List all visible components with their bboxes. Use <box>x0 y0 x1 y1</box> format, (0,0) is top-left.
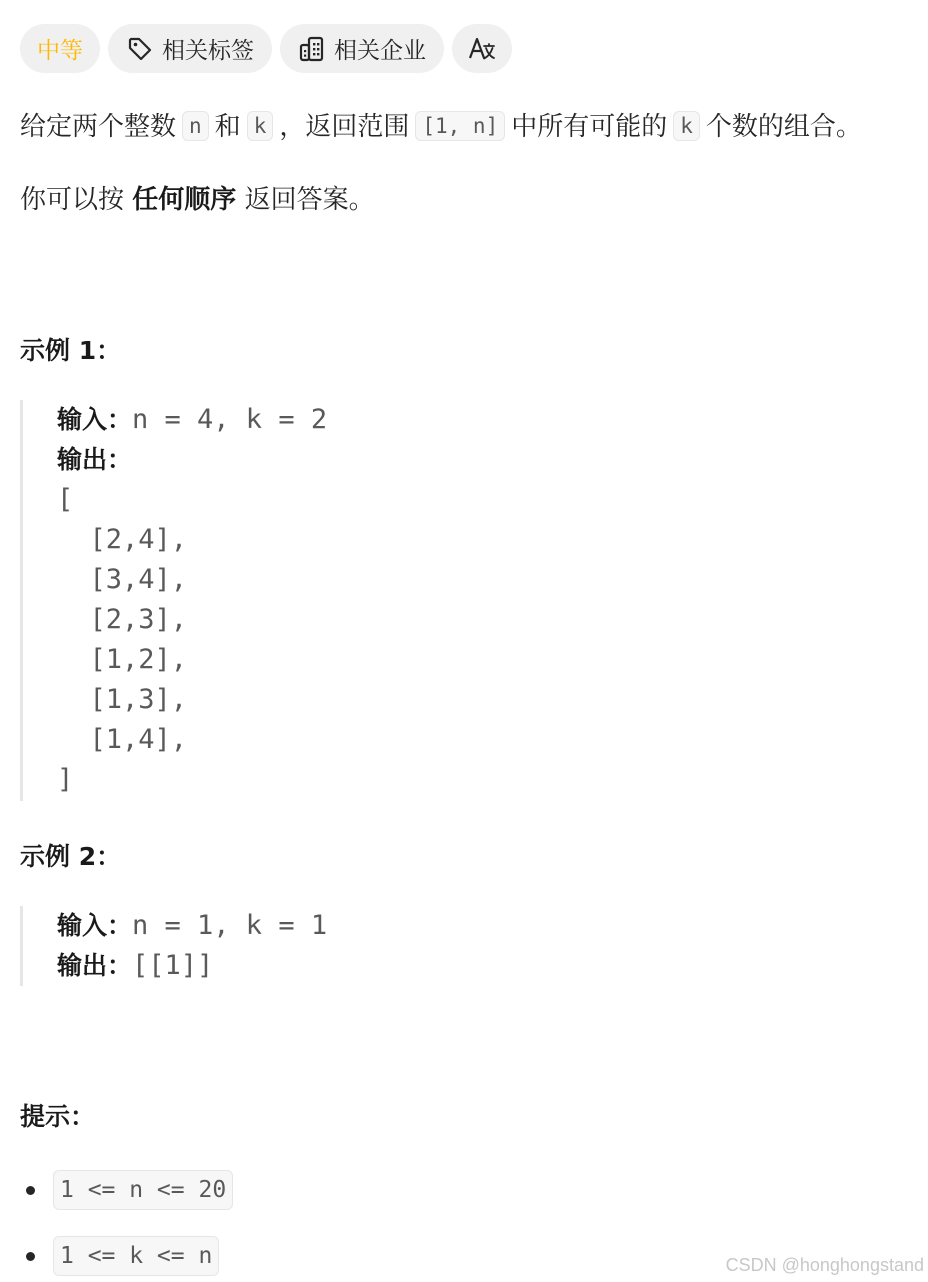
output-code-line: [ <box>57 484 74 515</box>
output-value: [[1]] <box>132 950 214 981</box>
output-code-line: [1,4], <box>57 724 188 755</box>
input-label: 输入： <box>57 405 133 434</box>
output-label: 输出： <box>57 951 133 980</box>
output-code-line: [2,4], <box>57 524 188 555</box>
related-topics-label: 相关标签 <box>162 38 254 64</box>
related-topics-button[interactable] <box>108 24 272 73</box>
inline-code-k: k <box>247 111 274 141</box>
example-1-output-line <box>57 440 327 480</box>
input-value: n = 1, k = 1 <box>132 910 328 941</box>
related-companies-button[interactable] <box>280 24 444 73</box>
watermark: CSDN @honghongstand <box>725 1255 924 1275</box>
output-label: 输出： <box>57 445 133 474</box>
desc-text: 返回答案。 <box>244 185 375 215</box>
example-1-heading: 示例 1： <box>20 336 122 365</box>
desc-text: 和 <box>214 112 241 142</box>
difficulty-label: 中等 <box>37 38 83 64</box>
output-code-line: [1,2], <box>57 644 188 675</box>
desc-text: 中所有可能的 <box>511 112 668 142</box>
difficulty-badge[interactable] <box>20 24 100 73</box>
inline-code-k: k <box>673 111 700 141</box>
problem-description <box>20 24 918 1282</box>
constraint-item <box>20 1169 233 1211</box>
translate-icon <box>468 36 496 62</box>
constraint-code: 1 <= k <= n <box>53 1236 219 1276</box>
desc-text: ，返回范围 <box>279 112 410 142</box>
bullet-icon <box>26 1186 35 1195</box>
emphasis-text: 任何顺序 <box>132 185 237 215</box>
constraints-heading: 提示： <box>20 1102 96 1131</box>
inline-code-n: n <box>182 111 209 141</box>
output-code-line: [1,3], <box>57 684 188 715</box>
translate-button[interactable] <box>452 24 512 73</box>
constraint-code: 1 <= n <= 20 <box>53 1170 233 1210</box>
tags-row <box>20 24 918 73</box>
example-2-output-line <box>57 946 327 986</box>
input-label: 输入： <box>57 911 133 940</box>
building-icon <box>298 35 326 63</box>
description-paragraph-2 <box>20 180 375 220</box>
example-2-heading: 示例 2： <box>20 842 122 871</box>
example-2-input-line <box>57 906 327 946</box>
output-code-line: ] <box>57 764 74 795</box>
input-value: n = 4, k = 2 <box>132 404 328 435</box>
output-code-line: [3,4], <box>57 564 188 595</box>
example-1-input-line <box>57 400 327 440</box>
desc-text: 个数的组合。 <box>705 112 862 142</box>
example-1-block <box>20 400 327 801</box>
inline-code-range: [1, n] <box>415 111 505 141</box>
bullet-icon <box>26 1252 35 1261</box>
constraint-item <box>20 1235 219 1277</box>
tag-icon <box>126 35 154 63</box>
description-paragraph-1 <box>20 106 862 147</box>
desc-text: 你可以按 <box>20 185 125 215</box>
output-code-line: [2,3], <box>57 604 188 635</box>
related-companies-label: 相关企业 <box>334 38 426 64</box>
desc-text: 给定两个整数 <box>20 112 177 142</box>
example-2-block <box>20 906 327 986</box>
